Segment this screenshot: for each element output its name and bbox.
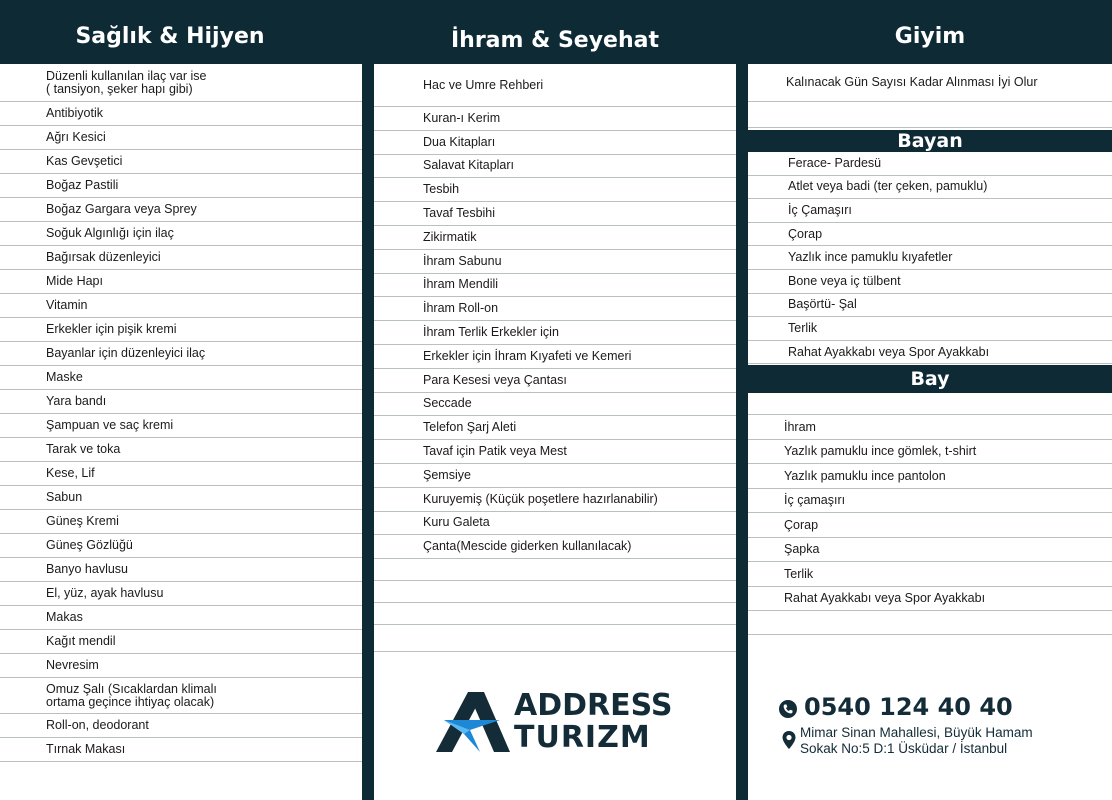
ihram-item xyxy=(374,512,736,536)
item-label: ( tansiyon, şeker hapı gibi) xyxy=(46,81,193,96)
item-label: Bone veya iç tülbent xyxy=(788,273,901,288)
item-label: Vitamin xyxy=(46,298,88,312)
item-label: Terlik xyxy=(788,320,818,335)
logo-line-2: TURIZM xyxy=(514,720,651,755)
item-label: Kuruyemiş (Küçük poşetlere hazırlanabilir) xyxy=(423,491,658,506)
item-label: Güneş Kremi xyxy=(46,514,119,528)
hygiene-item xyxy=(0,438,362,462)
hygiene-item xyxy=(0,174,362,198)
hygiene-item xyxy=(0,102,362,126)
item-label: Boğaz Gargara veya Sprey xyxy=(46,202,197,216)
ihram-item xyxy=(374,155,736,179)
item-label: Kağıt mendil xyxy=(46,634,116,648)
item-label: Kuru Galeta xyxy=(423,515,490,530)
clothing-empty-row xyxy=(748,611,1112,635)
column-divider-2 xyxy=(736,0,748,800)
hygiene-item xyxy=(0,366,362,390)
hygiene-item xyxy=(0,390,362,414)
item-label: Ferace- Pardesü xyxy=(788,155,882,170)
ihram-item xyxy=(374,107,736,131)
item-label: Atlet veya badi (ter çeken, pamuklu) xyxy=(788,179,988,194)
item-label: İhram xyxy=(784,419,816,434)
hygiene-item xyxy=(0,606,362,630)
ihram-item xyxy=(374,393,736,417)
item-label: Antibiyotik xyxy=(46,106,103,120)
item-label: Para Kesesi veya Çantası xyxy=(423,372,567,387)
hygiene-item xyxy=(0,462,362,486)
item-label: Salavat Kitapları xyxy=(423,158,515,173)
ihram-empty-row xyxy=(374,581,736,603)
hygiene-item xyxy=(0,294,362,318)
item-label: El, yüz, ayak havlusu xyxy=(46,586,164,600)
ihram-item xyxy=(374,416,736,440)
hygiene-item xyxy=(0,678,362,714)
ihram-column-title: İhram & Seyehat xyxy=(450,27,660,53)
male-item xyxy=(748,587,1112,612)
item-label: İhram Terlik Erkekler için xyxy=(423,325,559,340)
item-label: Telefon Şarj Aleti xyxy=(423,420,517,435)
item-label: Kas Gevşetici xyxy=(46,154,123,168)
ihram-item xyxy=(374,440,736,464)
item-label: Bayanlar için düzenleyici ilaç xyxy=(46,346,206,360)
female-item xyxy=(748,223,1112,247)
location-pin-icon xyxy=(781,730,797,750)
hygiene-list xyxy=(0,64,362,800)
item-label: Başörtü- Şal xyxy=(788,297,857,312)
female-item xyxy=(748,270,1112,294)
ihram-item xyxy=(374,202,736,226)
logo-a-mark-icon xyxy=(434,690,514,754)
clothing-list xyxy=(748,64,1112,656)
hygiene-item xyxy=(0,534,362,558)
female-item xyxy=(748,294,1112,318)
item-label: Rahat Ayakkabı veya Spor Ayakkabı xyxy=(784,591,986,606)
item-label: Çanta(Mescide giderken kullanılacak) xyxy=(423,539,632,554)
female-item xyxy=(748,246,1112,270)
hygiene-item xyxy=(0,198,362,222)
column-divider-1 xyxy=(362,0,374,800)
item-label: Seccade xyxy=(423,396,472,411)
item-label: Sabun xyxy=(46,490,83,504)
male-item xyxy=(748,513,1112,538)
item-label: Erkekler için İhram Kıyafeti ve Kemeri xyxy=(423,348,632,363)
item-label: İhram Roll-on xyxy=(423,301,499,316)
clothing-note xyxy=(748,64,1112,102)
item-label: Şemsiye xyxy=(423,467,471,482)
item-label: Kuran-ı Kerim xyxy=(423,110,501,125)
hygiene-item xyxy=(0,738,362,762)
item-label: Şampuan ve saç kremi xyxy=(46,418,174,432)
item-label: Makas xyxy=(46,610,83,624)
item-label: Tavaf Tesbihi xyxy=(423,206,496,221)
female-item xyxy=(748,341,1112,365)
item-label: Roll-on, deodorant xyxy=(46,718,149,732)
item-label: Rahat Ayakkabı veya Spor Ayakkabı xyxy=(788,344,990,359)
item-label: Erkekler için pişik kremi xyxy=(46,322,177,336)
ihram-item xyxy=(374,64,736,107)
clothing-empty-row xyxy=(748,102,1112,128)
hygiene-item xyxy=(0,150,362,174)
ihram-empty-row xyxy=(374,559,736,581)
ihram-item xyxy=(374,321,736,345)
item-label: Kalınacak Gün Sayısı Kadar Alınması İyi Olur xyxy=(786,75,1038,89)
item-label: Tırnak Makası xyxy=(46,742,126,756)
ihram-item xyxy=(374,345,736,369)
hygiene-item xyxy=(0,64,362,102)
item-label: Dua Kitapları xyxy=(423,134,496,149)
item-label: Mide Hapı xyxy=(46,274,103,288)
female-item xyxy=(748,176,1112,200)
item-label: Düzenli kullanılan ilaç var ise xyxy=(46,68,207,83)
hygiene-item xyxy=(0,222,362,246)
item-label: Maske xyxy=(46,370,83,384)
female-section-title: Bayan xyxy=(748,130,1112,152)
item-label: Omuz Şalı (Sıcaklardan klimalı xyxy=(46,681,217,696)
item-label: İhram Mendili xyxy=(423,277,499,292)
item-label: Kese, Lif xyxy=(46,466,95,480)
item-label: İhram Sabunu xyxy=(423,253,502,268)
item-label: İç Çamaşırı xyxy=(788,202,852,217)
ihram-item xyxy=(374,131,736,155)
male-item xyxy=(748,440,1112,465)
item-label: Güneş Gözlüğü xyxy=(46,538,133,552)
item-label: Hac ve Umre Rehberi xyxy=(423,77,544,92)
ihram-empty-row xyxy=(374,603,736,625)
ihram-item xyxy=(374,297,736,321)
hygiene-item xyxy=(0,714,362,738)
address-line-2: Sokak No:5 D:1 Üsküdar / İstanbul xyxy=(800,741,1008,756)
male-section-title: Bay xyxy=(748,365,1112,393)
item-label: ortama geçince ihtiyaç olacak) xyxy=(46,694,215,709)
ihram-item xyxy=(374,535,736,559)
ihram-item xyxy=(374,178,736,202)
ihram-item xyxy=(374,250,736,274)
hygiene-item xyxy=(0,246,362,270)
hygiene-item xyxy=(0,654,362,678)
hygiene-item xyxy=(0,318,362,342)
female-item xyxy=(748,199,1112,223)
male-item xyxy=(748,464,1112,489)
male-item xyxy=(748,489,1112,514)
hygiene-item xyxy=(0,558,362,582)
logo-line-1: ADDRESS xyxy=(514,688,673,723)
hygiene-item xyxy=(0,270,362,294)
item-label: Soğuk Algınlığı için ilaç xyxy=(46,226,174,240)
item-label: Boğaz Pastili xyxy=(46,178,119,192)
item-label: Terlik xyxy=(784,566,814,581)
item-label: Çorap xyxy=(788,226,823,241)
item-label: Tarak ve toka xyxy=(46,442,121,456)
ihram-item xyxy=(374,274,736,298)
item-label: Tesbih xyxy=(423,182,460,197)
ihram-item xyxy=(374,464,736,488)
ihram-item xyxy=(374,226,736,250)
item-label: Bağırsak düzenleyici xyxy=(46,250,161,264)
hygiene-column-title: Sağlık & Hijyen xyxy=(75,23,265,49)
ihram-list xyxy=(374,64,736,656)
hygiene-item xyxy=(0,630,362,654)
address-line-1: Mimar Sinan Mahallesi, Büyük Hamam xyxy=(800,725,1033,740)
item-label: Yazlık ince pamuklu kıyafetler xyxy=(788,250,953,265)
address-turizm-logo xyxy=(434,688,674,758)
item-label: Ağrı Kesici xyxy=(46,130,106,144)
item-label: Tavaf için Patik veya Mest xyxy=(423,444,567,459)
item-label: Yazlık pamuklu ince pantolon xyxy=(784,468,946,483)
item-label: İç çamaşırı xyxy=(784,493,846,508)
hygiene-item xyxy=(0,582,362,606)
hygiene-item xyxy=(0,414,362,438)
item-label: Çorap xyxy=(784,517,819,532)
ihram-item xyxy=(374,488,736,512)
female-item xyxy=(748,152,1112,176)
phone-number[interactable]: 0540 124 40 40 xyxy=(804,693,1013,721)
hygiene-item xyxy=(0,126,362,150)
clothing-column-title: Giyim xyxy=(894,23,966,49)
ihram-item xyxy=(374,369,736,393)
male-item xyxy=(748,562,1112,587)
clothing-empty-row xyxy=(748,393,1112,415)
male-item xyxy=(748,538,1112,563)
hygiene-item xyxy=(0,342,362,366)
hygiene-item xyxy=(0,486,362,510)
hygiene-item xyxy=(0,510,362,534)
item-label: Banyo havlusu xyxy=(46,562,129,576)
item-label: Yara bandı xyxy=(46,394,107,408)
item-label: Şapka xyxy=(784,542,820,557)
item-label: Nevresim xyxy=(46,658,99,672)
ihram-empty-row xyxy=(374,625,736,652)
phone-icon xyxy=(779,700,797,718)
female-item xyxy=(748,317,1112,341)
male-item xyxy=(748,415,1112,440)
item-label: Yazlık pamuklu ince gömlek, t-shirt xyxy=(784,444,977,459)
item-label: Zikirmatik xyxy=(423,229,477,244)
